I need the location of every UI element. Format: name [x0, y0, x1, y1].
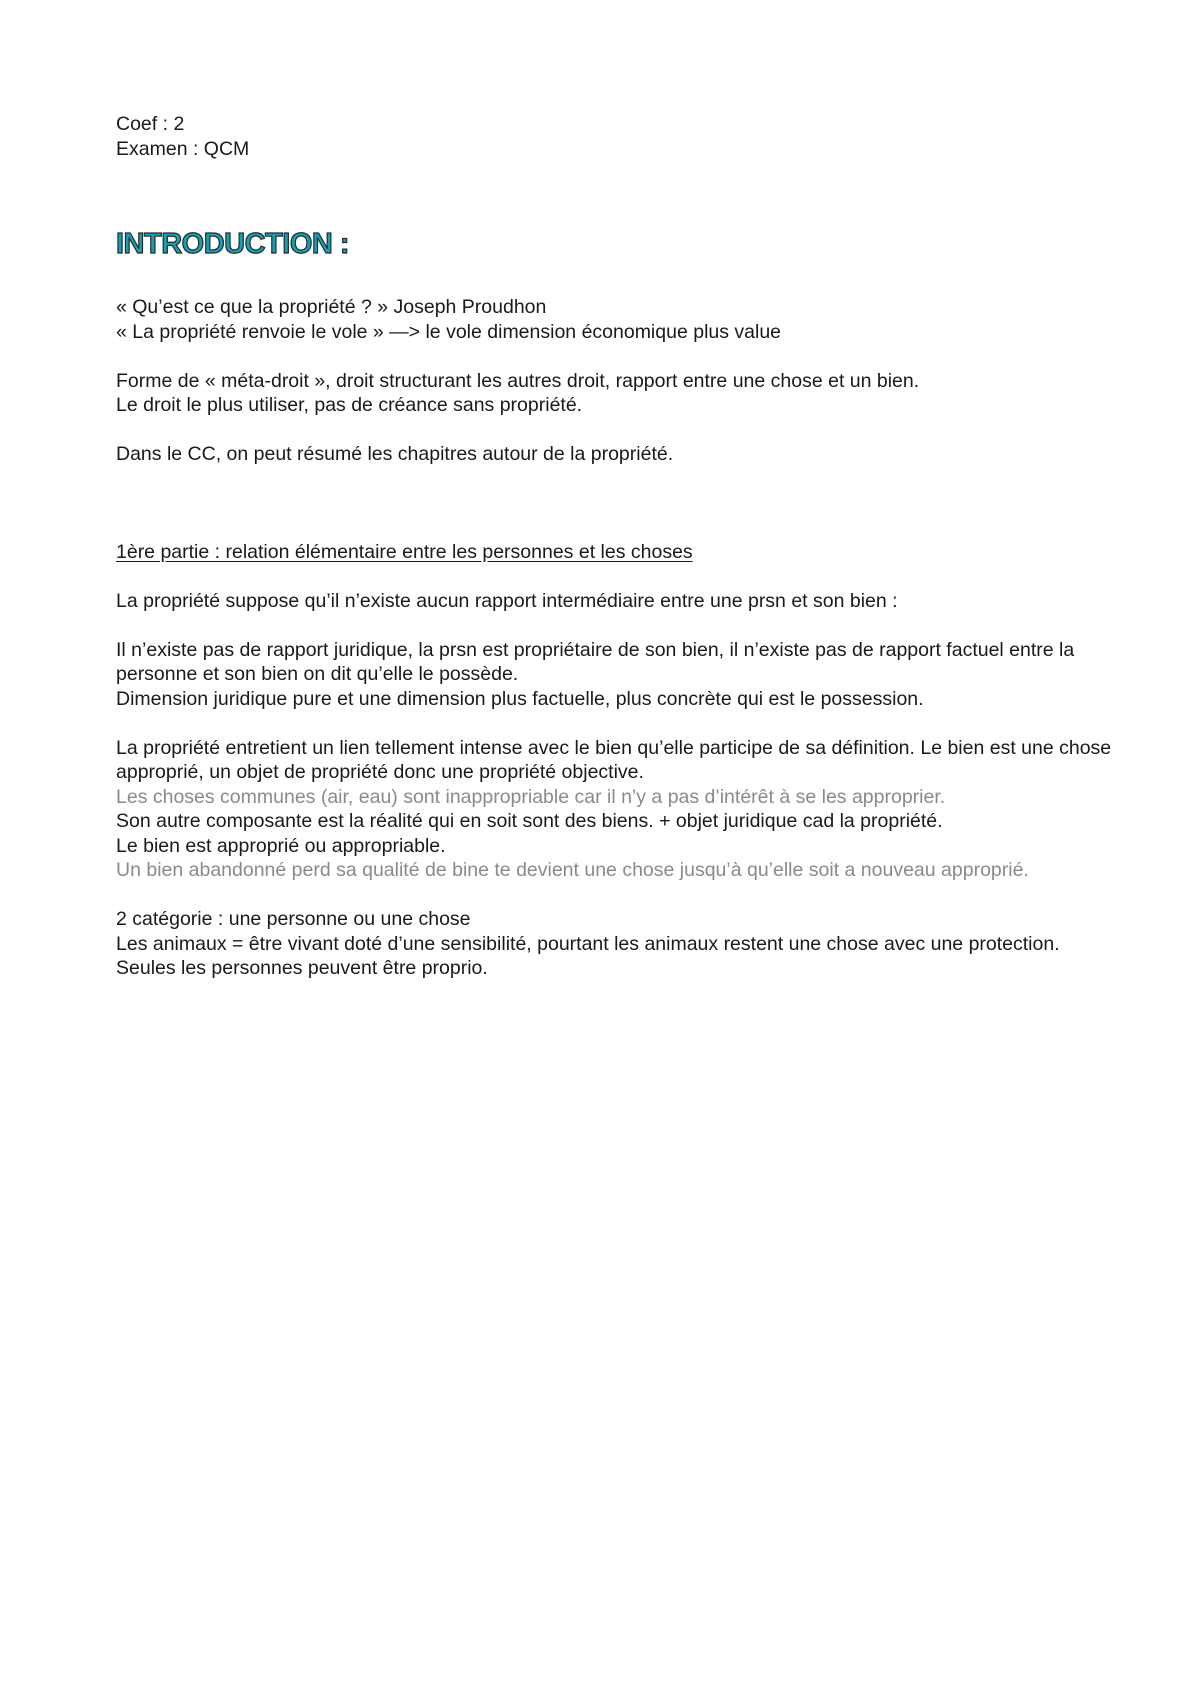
- coef-line: Coef : 2: [116, 113, 185, 135]
- document-page: [116, 112, 1116, 981]
- section-title: INTRODUCTION :: [116, 228, 350, 260]
- paragraph-juridique: Il n’existe pas de rapport juridique, la prsn est propriétaire de son bien, il n’existe pas de rapport factuel entre la personne et son bien on dit qu’elle le possède.: [116, 638, 1075, 685]
- paragraph-choses-communes: Les choses communes (air, eau) sont inappropriable car il n’y a pas d’intérêt à se les approprier.: [116, 785, 946, 808]
- vole-quote: « La propriété renvoie le vole » —> le vole dimension économique plus value: [116, 320, 782, 343]
- paragraph-bien-abandonne: Un bien abandonné perd sa qualité de bine te devient une chose jusqu’à qu’elle soit a nouveau approprié.: [116, 859, 1029, 881]
- examen-line: Examen : QCM: [116, 137, 250, 160]
- proudhon-quote: « Qu’est ce que la propriété ? » Joseph Proudhon: [116, 296, 547, 318]
- paragraph-dimension: Dimension juridique pure et une dimension plus factuelle, plus concrète qui est le possession.: [116, 687, 924, 710]
- paragraph-lien: La propriété entretient un lien tellement intense avec le bien qu’elle participe de sa définition. Le bien est une chose approprié, un objet de propriété donc une propriété objective.: [116, 736, 1112, 783]
- paragraph-categorie: 2 catégorie : une personne ou une chose: [116, 908, 471, 930]
- part-heading: 1ère partie : relation élémentaire entre les personnes et les choses: [116, 540, 693, 563]
- paragraph-rapport: La propriété suppose qu’il n’existe aucun rapport intermédiaire entre une prsn et son bien :: [116, 589, 898, 612]
- paragraph-animaux: Les animaux = être vivant doté d’une sensibilité, pourtant les animaux restent une chose avec une protection. Seules les personnes peuvent être proprio.: [116, 932, 1060, 979]
- paragraph-approprie: Le bien est approprié ou appropriable.: [116, 834, 446, 857]
- creance-line: Le droit le plus utiliser, pas de créance sans propriété.: [116, 394, 583, 416]
- paragraph-composante: Son autre composante est la réalité qui en soit sont des biens. + objet juridique cad la propriété.: [116, 810, 943, 832]
- code-civil-line: Dans le CC, on peut résumé les chapitres autour de la propriété.: [116, 443, 674, 465]
- meta-droit-line: Forme de « méta-droit », droit structurant les autres droit, rapport entre une chose et un bien.: [116, 369, 920, 392]
